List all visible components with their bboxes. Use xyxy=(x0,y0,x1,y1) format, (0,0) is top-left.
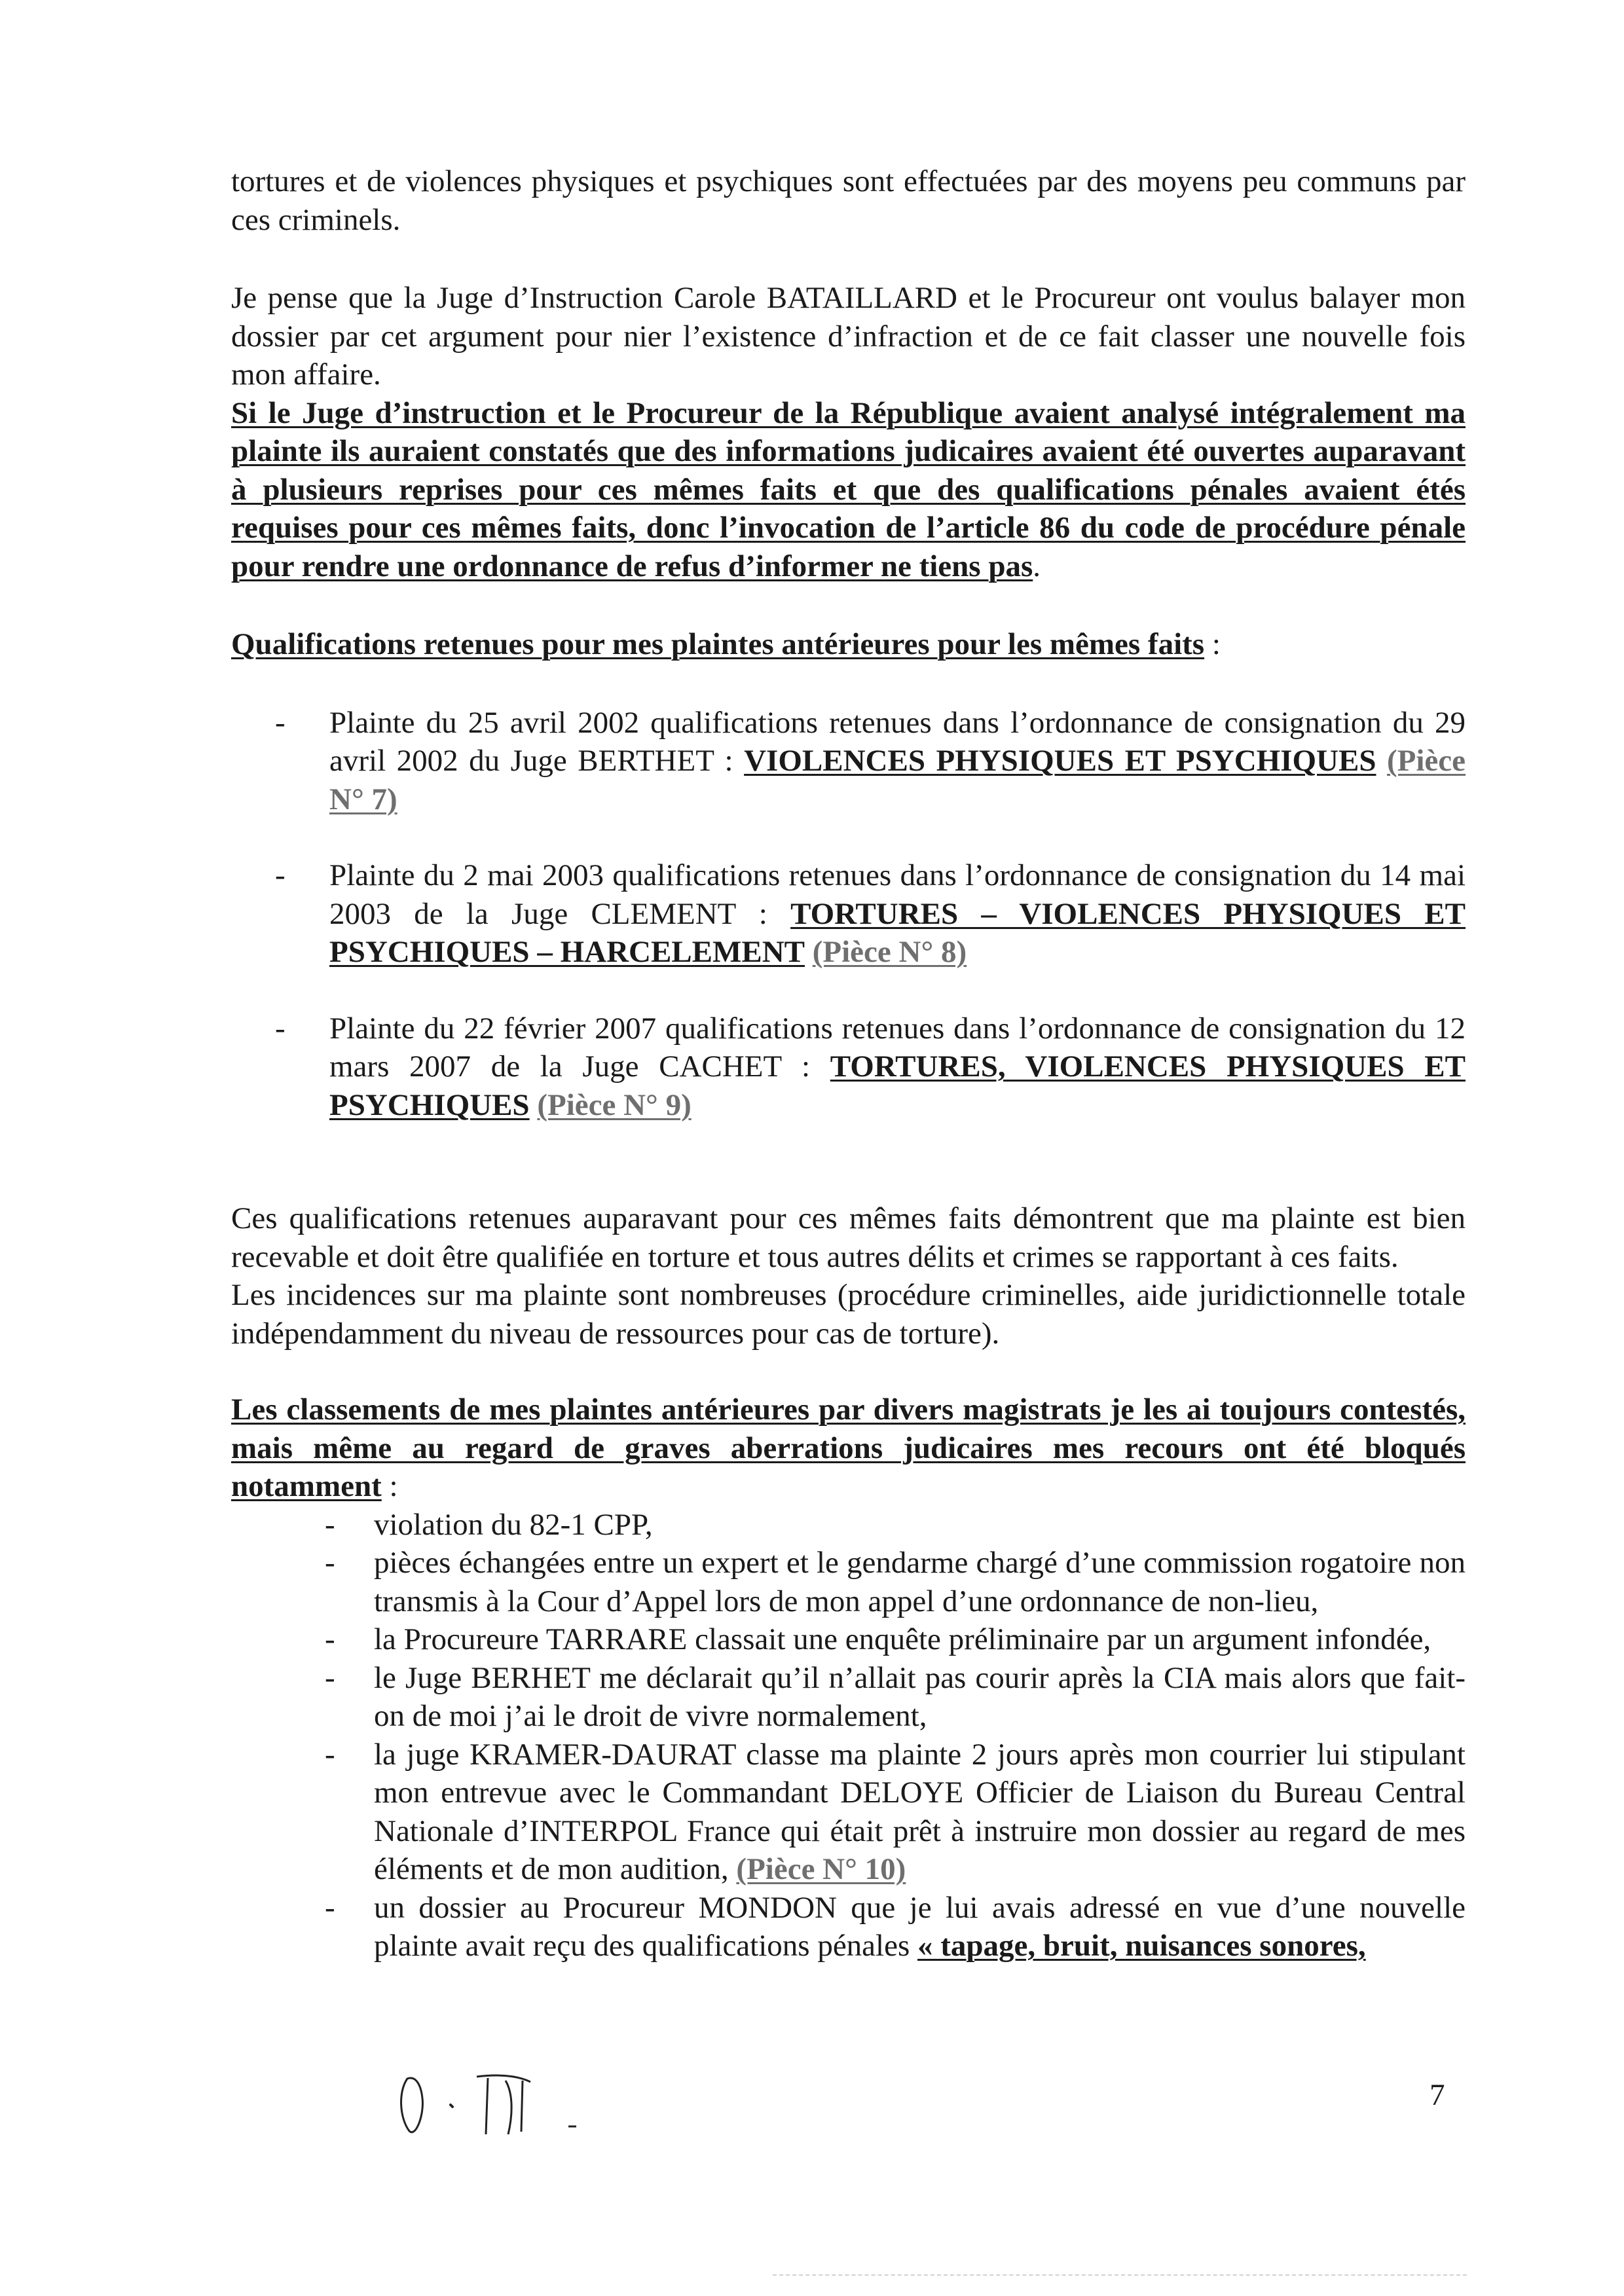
item-text: Plainte du 22 février 2007 qualifications retenues dans l’ordonnance de consignation du 12 mars 2007 de la Juge CACHET : xyxy=(329,1011,1466,1084)
item-text: Plainte du 2 mai 2003 qualifications retenues dans l’ordonnance de consignation du 14 mai 2003 de la Juge CLEMENT : xyxy=(329,858,1466,931)
list-item xyxy=(231,1736,1466,1889)
list-item xyxy=(231,1010,1466,1125)
piece-reference: (Pièce N° 7) xyxy=(329,744,1466,816)
dash-marker: - xyxy=(325,1890,335,1925)
handwritten-initials xyxy=(393,2069,629,2141)
heading-suffix: : xyxy=(381,1469,398,1503)
dash-marker: - xyxy=(325,1622,335,1656)
bold-analyse: Si le Juge d’instruction et le Procureur de la République avaient analysé intégralement ma plainte ils auraient constatés que des informations judicaires avaient été ouvertes auparavant à plusieurs reprises pour ces mêmes faits et que des qualifications pénales avaient étés requises pour ces mêmes faits, donc l’invocation de l’article 86 du code de procédure pénale pour rendre une ordonnance de refus d’informer ne tiens pas xyxy=(231,395,1466,583)
list-item xyxy=(231,704,1466,819)
list-item xyxy=(231,1620,1466,1659)
heading-suffix: : xyxy=(1204,627,1221,661)
page-number: 7 xyxy=(1430,2078,1445,2112)
list-item xyxy=(231,1889,1466,1965)
item-bold: VIOLENCES PHYSIQUES ET PSYCHIQUES xyxy=(744,744,1376,778)
paragraph-juge: Je pense que la Juge d’Instruction Carole BATAILLARD et le Procureur ont voulus balayer mon dossier par cet argument pour nier l’existence d’infraction et de ce fait classer une nouvelle fois mon affaire. xyxy=(231,281,1466,392)
dash-marker: - xyxy=(325,1737,335,1772)
dash-marker: - xyxy=(275,705,286,740)
heading-classements-text: Les classements de mes plaintes antérieures par divers magistrats je les ai toujours contestés, mais même au regard de graves aberrations judicaires mes recours ont été bloqués notamment xyxy=(231,1393,1466,1503)
item-bold: TORTURES – VIOLENCES PHYSIQUES ET PSYCHIQUES – HARCELEMENT xyxy=(329,896,1466,969)
qualifications-list xyxy=(231,704,1466,1125)
paragraph-end: . xyxy=(1033,549,1041,583)
piece-reference: (Pièce N° 9) xyxy=(537,1087,692,1122)
recours-list xyxy=(231,1506,1466,1965)
list-item xyxy=(231,856,1466,972)
dash-marker: - xyxy=(275,1011,286,1046)
heading-qualifications xyxy=(231,625,1466,664)
item-text: Plainte du 25 avril 2002 qualifications retenues dans l’ordonnance de consignation du 29 avril 2002 du Juge BERTHET : xyxy=(329,705,1466,778)
list-item xyxy=(231,1544,1466,1620)
footer-rule xyxy=(773,2274,1467,2276)
heading-classements xyxy=(231,1391,1466,1506)
piece-reference: (Pièce N° 8) xyxy=(812,935,967,969)
dash-marker: - xyxy=(325,1660,335,1695)
dash-marker: - xyxy=(325,1507,335,1542)
paragraph-recevable: Ces qualifications retenues auparavant pour ces mêmes faits démontrent que ma plainte est bien recevable et doit être qualifiée en torture et tous autres délits et crimes se rapportant à ces faits. xyxy=(231,1201,1466,1274)
paragraph-incidences: Les incidences sur ma plainte sont nombreuses (procédure criminelles, aide juridictionnelle totale indépendamment du niveau de ressources pour cas de torture). xyxy=(231,1278,1466,1351)
item-bold: « tapage, bruit, nuisances sonores, xyxy=(917,1929,1366,1963)
list-item xyxy=(231,1506,1466,1544)
paragraph-intro: tortures et de violences physiques et psychiques sont effectuées par des moyens peu communs par ces criminels. xyxy=(231,164,1466,237)
dash-marker: - xyxy=(325,1546,335,1580)
heading-qualifications-text: Qualifications retenues pour mes plaintes antérieures pour les mêmes faits xyxy=(231,627,1205,661)
item-bold: TORTURES, VIOLENCES PHYSIQUES ET PSYCHIQUES xyxy=(329,1049,1466,1122)
item-text: violation du 82-1 CPP, xyxy=(374,1507,653,1542)
paragraph-analyse xyxy=(231,394,1466,586)
piece-reference: (Pièce N° 10) xyxy=(736,1852,906,1886)
list-item xyxy=(231,1659,1466,1736)
item-text: la juge KRAMER-DAURAT classe ma plainte 2 jours après mon courrier lui stipulant mon entrevue avec le Commandant DELOYE Officier de Liaison du Bureau Central Nationale d’INTERPOL France qui était prêt à instruire mon dossier au regard de mes éléments et de mon audition, xyxy=(374,1737,1466,1886)
item-text: pièces échangées entre un expert et le gendarme chargé d’une commission rogatoire non transmis à la Cour d’Appel lors de mon appel d’une ordonnance de non-lieu, xyxy=(374,1546,1466,1618)
dash-marker: - xyxy=(275,858,286,892)
item-text: la Procureure TARRARE classait une enquête préliminaire par un argument infondée, xyxy=(374,1622,1431,1656)
item-text: le Juge BERHET me déclarait qu’il n’allait pas courir après la CIA mais alors que fait-on de moi j’ai le droit de vivre normalement, xyxy=(374,1660,1466,1733)
item-text: un dossier au Procureur MONDON que je lui avais adressé en vue d’une nouvelle plainte avait reçu des qualifications pénales xyxy=(374,1890,1466,1963)
document-page xyxy=(231,162,1466,1965)
